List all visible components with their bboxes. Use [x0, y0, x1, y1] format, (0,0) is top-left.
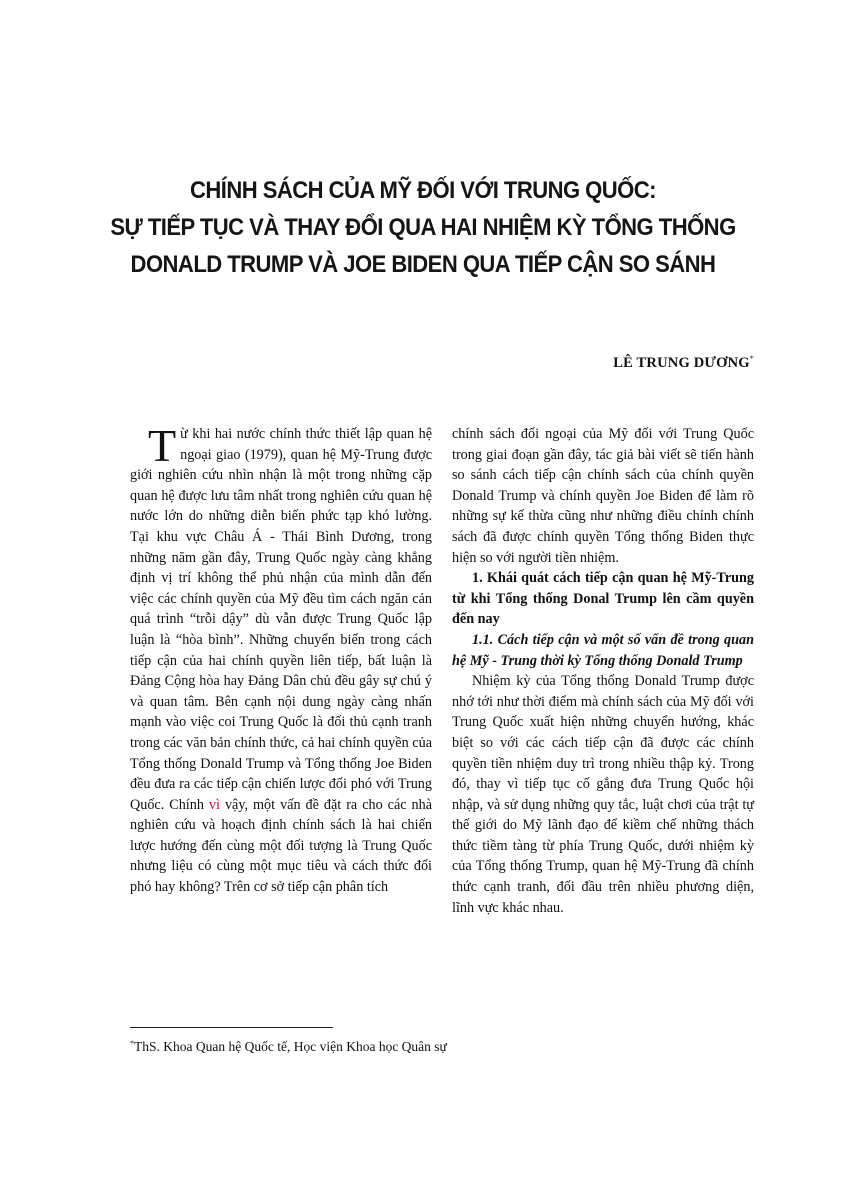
- highlighted-word: vì: [208, 796, 220, 813]
- title-line-1: CHÍNH SÁCH CỦA MỸ ĐỐI VỚI TRUNG QUỐC:: [190, 177, 656, 204]
- section-heading: 1. Khái quát cách tiếp cận quan hệ Mỹ-Trung từ khi Tổng thống Donal Trump lên cầm quyền đến nay: [452, 570, 754, 628]
- author-name: LÊ TRUNG DƯƠNG: [613, 355, 750, 371]
- author-byline: [613, 354, 754, 372]
- intro-text-part1: ừ khi hai nước chính thức thiết lập quan hệ ngoại giao (1979), quan hệ Mỹ-Trung được giới nghiên cứu nhìn nhận là một trong những cặp quan hệ được lưu tâm nhất trong nghiên cứu quan hệ nước lớn do những diễn biến phức tạp khó lường. Tại khu vực Châu Á - Thái Bình Dương, trong những năm gần đây, Trung Quốc ngày càng khẳng định vị trí không thể phủ nhận của mình dẫn đến việc các chính quyền của Mỹ đều tìm cách ngăn cản quá trình “trỗi dậy” dù vẫn được Trung Quốc lập luận là “hòa bình”. Những chuyển biến trong cách tiếp cận của hai chính quyền liên tiếp, bất luận là Đảng Cộng hòa hay Đảng Dân chủ đều gây sự chú ý và quan tâm. Bên cạnh nội dung ngày càng nhấn mạnh vào việc coi Trung Quốc là đối thủ cạnh tranh trong các văn bản chính thức, cả hai chính quyền của Tổng thống Donald Trump và Tổng thống Joe Biden đều đưa ra các tiếp cận chiến lược đối phó với Trung Quốc. Chính: [130, 426, 432, 813]
- body-paragraph: Nhiệm kỳ của Tổng thống Donald Trump được nhớ tới như thời điểm mà chính sách của Mỹ đối với Trung Quốc xuất hiện những chuyển hướng, khác biệt so với các cách tiếp cận đã được các chính quyền tiền nhiệm duy trì trong nhiều thập kỷ. Trong đó, thay vì tiếp tục cố gắng đưa Trung Quốc hội nhập, và sử dụng những quy tắc, luật chơi của trật tự thế giới do Mỹ lãnh đạo để kiềm chế những thách thức tiềm tàng từ phía Trung Quốc, dưới nhiệm kỳ của Tổng thống Trump, quan hệ Mỹ-Trung đã chính thức cạnh tranh, đối đầu trên nhiều phương diện, lĩnh vực khác nhau.: [452, 673, 754, 916]
- footnote-mark: *: [130, 1039, 134, 1048]
- subsection-heading: 1.1. Cách tiếp cận và một số vấn đề trong quan hệ Mỹ - Trung thời kỳ Tổng thống Donald Trump: [452, 631, 754, 669]
- continued-paragraph: chính sách đối ngoại của Mỹ đối với Trung Quốc trong giai đoạn gần đây, tác giả bài viết sẽ tiến hành so sánh cách tiếp cận chính sách của chính quyền Donald Trump và chính quyền Joe Biden để làm rõ những sự kế thừa cũng như những điều chỉnh chính sách đã được chính quyền Tổng thống Biden thực hiện so với người tiền nhiệm.: [452, 426, 754, 566]
- intro-text-part2: vậy, một vấn đề đặt ra cho các nhà nghiên cứu và hoạch định chính sách là hai chiến lược hướng đến cùng một đối tượng là Trung Quốc nhưng liệu có cùng một mục tiêu và cách thức đối phó hay không? Trên cơ sở tiếp cận phân tích: [130, 796, 432, 896]
- intro-paragraph: [130, 420, 432, 898]
- footnote-divider: [130, 1027, 333, 1028]
- author-footnote-mark: *: [749, 354, 754, 363]
- footnote: [130, 1039, 447, 1055]
- footnote-text: ThS. Khoa Quan hệ Quốc tế, Học viện Khoa học Quân sự: [134, 1039, 447, 1054]
- drop-cap: T: [148, 420, 177, 471]
- right-column: [452, 424, 754, 918]
- article-title: [96, 172, 749, 283]
- left-column: [130, 420, 432, 898]
- title-line-3: DONALD TRUMP VÀ JOE BIDEN QUA TIẾP CẬN SO SÁNH: [130, 251, 716, 278]
- title-line-2: SỰ TIẾP TỤC VÀ THAY ĐỔI QUA HAI NHIỆM KỲ TỔNG THỐNG: [110, 214, 736, 241]
